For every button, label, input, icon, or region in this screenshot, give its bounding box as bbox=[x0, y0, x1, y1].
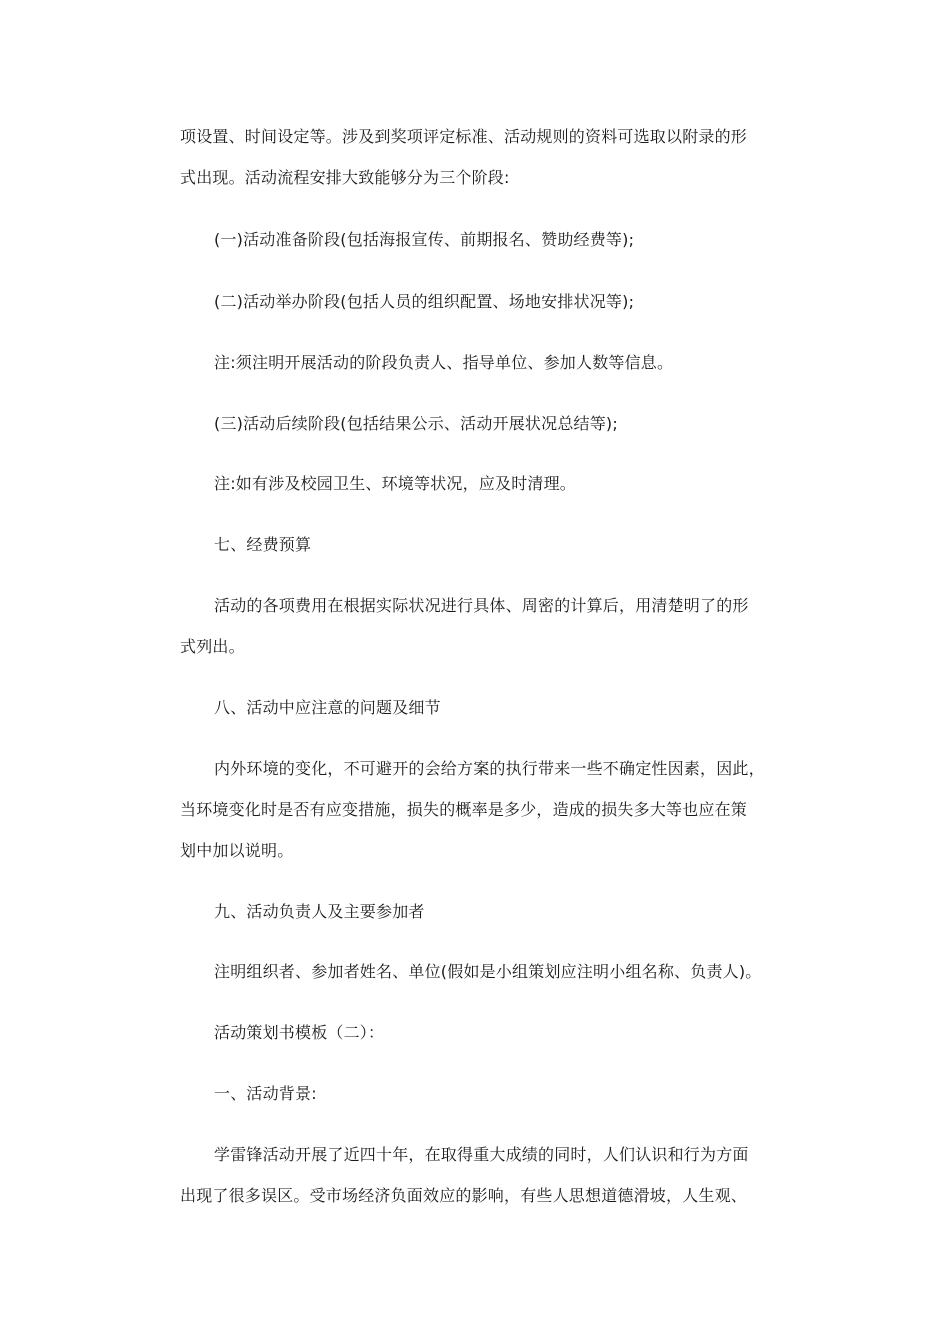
paragraph-line: 当环境变化时是否有应变措施，损失的概率是多少，造成的损失多大等也应在策 bbox=[180, 800, 748, 819]
note-line: 注:须注明开展活动的阶段负责人、指导单位、参加人数等信息。 bbox=[214, 353, 674, 372]
section-heading: 八、活动中应注意的问题及细节 bbox=[214, 698, 441, 717]
paragraph-line: 出现了很多误区。受市场经济负面效应的影响，有些人思想道德滑坡，人生观、 bbox=[180, 1186, 748, 1205]
paragraph-line: 学雷锋活动开展了近四十年，在取得重大成绩的同时，人们认识和行为方面 bbox=[214, 1145, 749, 1164]
section-heading: 七、经费预算 bbox=[214, 535, 312, 554]
section-heading: 一、活动背景: bbox=[214, 1084, 317, 1103]
paragraph-line: 活动的各项费用在根据实际状况进行具体、周密的计算后，用清楚明了的形 bbox=[214, 596, 749, 615]
section-heading: 九、活动负责人及主要参加者 bbox=[214, 902, 425, 921]
stage-item-3: (三)活动后续阶段(包括结果公示、活动开展状况总结等); bbox=[214, 414, 618, 433]
paragraph-line: 内外环境的变化，不可避开的会给方案的执行带来一些不确定性因素，因此， bbox=[214, 759, 765, 778]
stage-item-1: (一)活动准备阶段(包括海报宣传、前期报名、赞助经费等); bbox=[214, 230, 635, 249]
note-line: 注:如有涉及校园卫生、环境等状况，应及时清理。 bbox=[214, 474, 576, 493]
paragraph-line: 注明组织者、参加者姓名、单位(假如是小组策划应注明小组名称、负责人)。 bbox=[214, 962, 762, 981]
paragraph-line: 式出现。活动流程安排大致能够分为三个阶段: bbox=[180, 168, 510, 187]
paragraph-line: 划中加以说明。 bbox=[180, 841, 294, 860]
stage-item-2: (二)活动举办阶段(包括人员的组织配置、场地安排状况等); bbox=[214, 292, 635, 311]
paragraph-line: 项设置、时间设定等。涉及到奖项评定标准、活动规则的资料可选取以附录的形 bbox=[180, 127, 748, 146]
paragraph-line: 式列出。 bbox=[180, 637, 245, 656]
template-heading: 活动策划书模板（二）： bbox=[214, 1023, 385, 1042]
